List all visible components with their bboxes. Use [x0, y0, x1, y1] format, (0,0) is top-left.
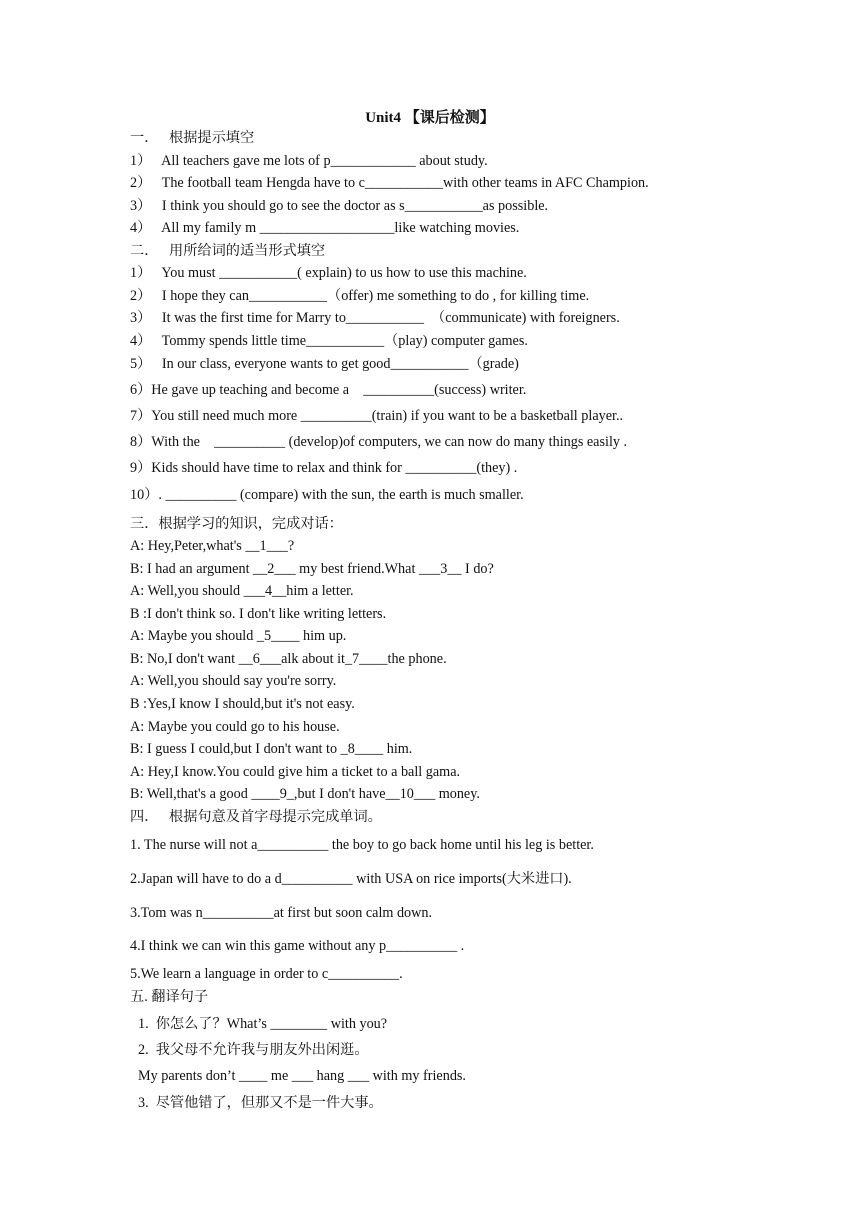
exercise-line: 9）Kids should have time to relax and think for __________(they) .: [130, 460, 518, 476]
dialogue-line: A: Hey,Peter,what's __1___?: [130, 538, 295, 554]
exercise-line: 5.We learn a language in order to c__________.: [130, 966, 403, 982]
exercise-line: 5） In our class, everyone wants to get good___________（grade): [130, 356, 519, 372]
exercise-line: 3） I think you should go to see the doctor as s___________as possible.: [130, 198, 549, 214]
exercise-line: 4.I think we can win this game without any p__________ .: [130, 938, 465, 954]
page-title: Unit4 【课后检测】: [365, 110, 495, 126]
dialogue-line: A: Well,you should say you're sorry.: [130, 673, 337, 689]
dialogue-line: B: No,I don't want __6___alk about it_7____the phone.: [130, 651, 447, 667]
exercise-line: 2.Japan will have to do a d__________ with USA on rice imports(大米进口).: [130, 871, 572, 887]
exercise-line: 6）He gave up teaching and become a __________(success) writer.: [130, 382, 527, 398]
exercise-line: 1） All teachers gave me lots of p____________ about study.: [130, 153, 488, 169]
translation-line: 3. 尽管他错了，但那又不是一件大事。: [138, 1095, 383, 1111]
exercise-line: 10）. __________ (compare) with the sun, the earth is much smaller.: [130, 487, 524, 503]
section-heading-2: 二． 用所给词的适当形式填空: [130, 243, 326, 259]
exercise-line: 3） It was the first time for Marry to___________ （communicate) with foreigners.: [130, 310, 620, 326]
section-heading-1: 一． 根据提示填空: [130, 130, 255, 146]
dialogue-line: B :Yes,I know I should,but it's not easy.: [130, 696, 355, 712]
exercise-line: 4） All my family m ___________________like watching movies.: [130, 220, 520, 236]
exercise-line: 7）You still need much more __________(train) if you want to be a basketball player..: [130, 408, 624, 424]
dialogue-line: A: Maybe you should _5____ him up.: [130, 628, 347, 644]
exercise-line: 4） Tommy spends little time___________（play) computer games.: [130, 333, 528, 349]
dialogue-line: B :I don't think so. I don't like writing letters.: [130, 606, 387, 622]
translation-line: 1. 你怎么了？What’s ________ with you?: [138, 1016, 388, 1032]
exercise-line: 3.Tom was n__________at first but soon calm down.: [130, 905, 433, 921]
section-heading-3: 三．根据学习的知识，完成对话：: [130, 516, 343, 532]
exercise-line: 8）With the __________ (develop)of computers, we can now do many things easily .: [130, 434, 628, 450]
dialogue-line: A: Well,you should ___4__him a letter.: [130, 583, 354, 599]
section-heading-4: 四． 根据句意及首字母提示完成单词。: [130, 809, 382, 825]
dialogue-line: B: I had an argument __2___ my best friend.What ___3__ I do?: [130, 561, 494, 577]
dialogue-line: B: I guess I could,but I don't want to _8____ him.: [130, 741, 413, 757]
section-heading-5: 五. 翻译句子: [130, 989, 209, 1005]
exercise-line: 1） You must ___________( explain) to us how to use this machine.: [130, 265, 527, 281]
exercise-line: 2） I hope they can___________（offer) me something to do , for killing time.: [130, 288, 590, 304]
dialogue-line: A: Maybe you could go to his house.: [130, 719, 340, 735]
dialogue-line: B: Well,that's a good ____9_,but I don't have__10___ money.: [130, 786, 480, 802]
translation-line: 2. 我父母不允许我与朋友外出闲逛。: [138, 1042, 369, 1058]
exercise-line: 2） The football team Hengda have to c___________with other teams in AFC Champion.: [130, 175, 649, 191]
exercise-line: 1. The nurse will not a__________ the boy to go back home until his leg is better.: [130, 837, 594, 853]
translation-line: My parents don’t ____ me ___ hang ___ with my friends.: [138, 1068, 466, 1084]
dialogue-line: A: Hey,I know.You could give him a ticket to a ball gama.: [130, 764, 461, 780]
